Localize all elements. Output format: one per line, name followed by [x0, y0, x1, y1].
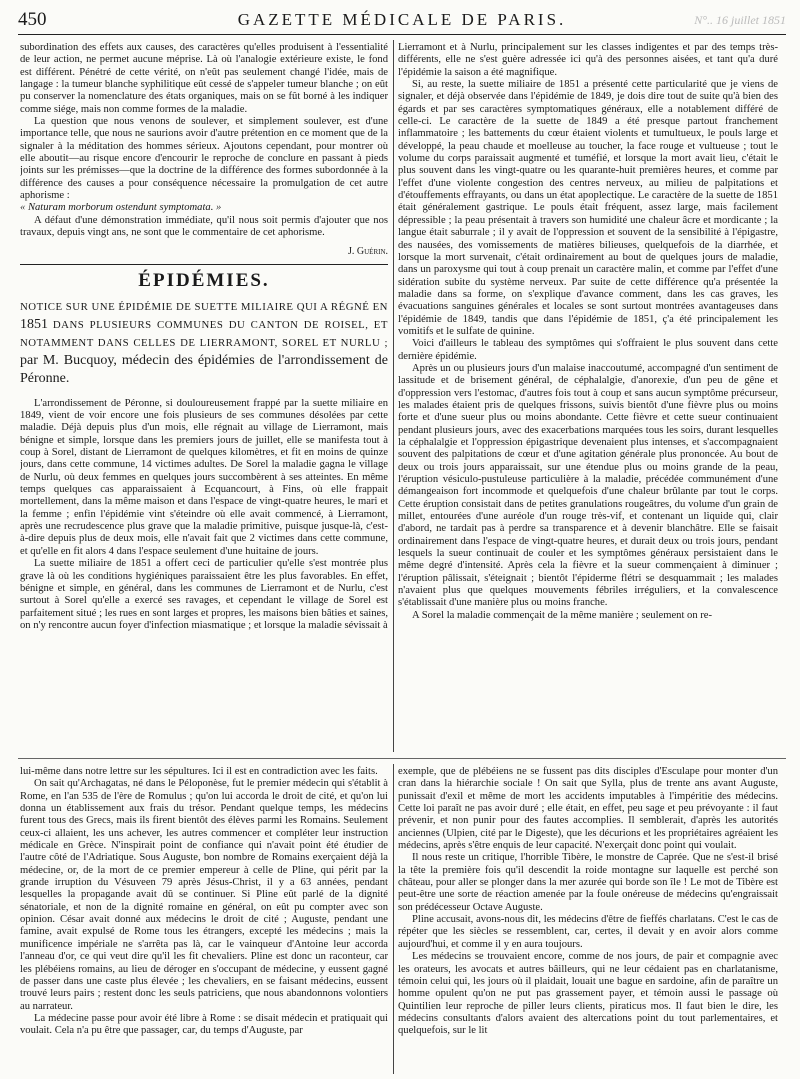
paragraph: Lierramont et à Nurlu, principalement sur les classes indigentes et par des temps très-différents, elle ne s'est guère adressée ici qu'à des personnes aisées, et tant qu'a duré l'épidémie la saison a été magnifique. — [398, 42, 778, 78]
journal-title: GAZETTE MÉDICALE DE PARIS. — [237, 10, 567, 29]
paragraph: On sait qu'Archagatas, né dans le Péloponèse, fut le premier médecin qui s'établit à Rome, en l'an 535 de l'ère de Romulus ; qu'on lui accorda le droit de cité, et qu'on lui donna un établissement aux frais du trésor. Pendant quelque temps, les médecins furent tous des Grecs, mais ils firent bientôt des élèves parmi les Romains. Seulement ceux-ci allaient, les uns achever, les autres commencer et compléter leur instruction médicale en Grèce. N'inspirait point de confiance qui n'avait point été étudier de l'autre côté de l'Adriatique. Sous Auguste, bon nombre de Romains exerçaient déjà la médecine, or, de la mort de ce premier empereur à celle de Pline, qui périt par la grande irruption du Vésuveen 79 après Jésus-Christ, il y a 63 années, pendant lesquelles la propagande avait dû se continuer. Si Pline eût parlé de la dignité sénatoriale, et non de la dignité romaine en général, on eût pu compter avec son opinion. César avait donné aux médecins le droit de cité ; Auguste, pendant une famine, avait expulsé de Rome tous les étrangers, excepté les médecins ; mais la munificence impériale ne s'arrêta pas là, car le vainqueur d'Antoine leur accorda l'anneau d'or, ce qui veut dire qu'il les fit chevaliers. Pline est donc un raconteur, car les plébéiens romains, au lieu de déroger en s'occupant de médecine, y eussent gagné de passer dans une caste plus élevée ; les chevaliers, en se faisant médecins, eussent trouvé leurs pairs ; restent donc les seuls patriciens, que nous abandonnons volontiers au narrateur. — [20, 778, 388, 1012]
bottom-left-column — [20, 766, 388, 1072]
paragraph: Voici d'ailleurs le tableau des symptômes qui s'offraient le plus souvent dans cette dernière épidémie. — [398, 338, 778, 362]
section-title: ÉPIDÉMIES. — [138, 270, 270, 292]
paragraph: A Sorel la maladie commençait de la même manière ; seulement on re- — [412, 609, 713, 621]
paragraph: Si, au reste, la suette miliaire de 1851 a présenté cette particularité que je viens de signaler, et déjà observée dans l'épidémie de 1849, je dois dire tout de suite qu'à bien des égards et par ses caractères symptomatiques généraux, elle a notablement différé de celle-ci. Le caractère de la suette de 1849 a été presque partout franchement inflammatoire ; les battements du cœur étaient violents et tumultueux, le pouls large et développé, la peau chaude et moelleuse au toucher, la face rouge et vultueuse ; tout le volume du corps paraissait augmenté et tuméfié, et lorsque la mort avait lieu, c'était le plus souvent dans les vingt-quatre ou les quarante-huit premières heures, et comme par l'effet d'une violente congestion des centres nerveux, au milieu de palpitations et d'étouffements effrayants, ou dans un état apoplectique. Le caractère de la suette de 1851 était généralement gastrique. Le pouls était fréquent, assez large, mais facilement dépressible ; la peau présentait à travers son humidité une chaleur âcre et mordicante ; la langue était saburrale ; il y avait de l'oppression et souvent de la sensibilité à l'épigastre, des nausées, des vomissements de matières bilieuses, quelquefois de la diarrhée, et lorsque la mort survenait, c'était ordinairement au bout de quelques jours de maladie, dans un paroxysme qui tout à coup prenait un caractère malin, et comme par l'effet d'une sidération subite du système nerveux. Par suite de cette différence qu'a présentée la maladie dans sa forme, on s'explique d'avance comment, dans les cas graves, les évacuations sanguines générales et locales se sont surtout montrées avantageuses dans l'épidémie de 1849, tandis que dans l'épidémie de 1851, ç'a été principalement les vomitifs et le sulfate de quinine. — [398, 79, 778, 337]
page-header — [18, 8, 786, 35]
paragraph: A défaut d'une démonstration immédiate, qu'il nous soit permis d'ajouter que nos travaux, depuis vingt ans, ne sont que le commentaire de cet aphorisme. — [20, 214, 388, 239]
paragraph: Après un ou plusieurs jours d'un malaise inaccoutumé, accompagné d'un sentiment de lassitude et de brisement général, de céphalalgie, d'anorexie, d'un peu de gêne et d'oppression vers l'estomac, d'autres fois tout à coup et sans aucun symptôme précurseur, les malades étaient pris de quelques frissons, suivis bientôt d'une fièvre plus ou moins forte et d'une sueur plus ou moins abondante. Cette fièvre et cette sueur continuaient pendant plusieurs jours, avec des exacerbations marquées tous les soirs, durant lesquelles la céphalalgie et l'oppression épigastrique devenaient plus intenses, et s'accompagnaient souvent des palpitations de cœur et d'une agitation générale plus prononcée. Au bout de deux ou trois jours apparaissait, sur une étendue plus ou moins grande de la peau, l'éruption vésiculo-pustuleuse particulière à la maladie, précédée communément d'une démangeaison fort incommode et quelquefois d'une chaleur brûlante par tout le corps. Cette éruption consistait dans de petites granulations rougeâtres, du volume d'un grain de millet, entourées d'une auréole d'un rouge très-vif, et contenant un liquide qui, clair d'abord, ne tardait pas à perdre sa transparence et à devenir blanchâtre. Elle se faisait ordinairement dans l'espace de vingt-quatre heures, et durait deux ou trois jours, pendant lesquels la sueur continuait de couler et les symptômes généraux persistaient dans le même degré d'intensité. Après cela la fièvre et la sueur commençaient à diminuer ; l'éruption pâlissait, s'éteignait ; bientôt l'épiderme flétri se desquammait ; les malades n'avaient plus que quelques mouvements fébriles irréguliers, et la convalescence s'établissait d'une manière plus ou moins franche. — [398, 362, 778, 609]
paragraph: L'arrondissement de Péronne, si douloureusement frappé par la suette miliaire en 1849, vient de voir encore une fois plusieurs de ses communes désolées par cette maladie. Déjà depuis plus d'un mois, elle régnait au village de Lierramont, mais bénigne et simple, lorsque dans les premiers jours de juillet, elle se manifesta tout à coup à Sorel, distant de Lierramont de quelques kilomètres, et fit en moins de quinze jours, dans cette commune, 14 victimes adultes. De Sorel la maladie gagna le village de Nurlu, où deux femmes en quelques jours succombèrent à ses atteintes. En même temps quelques cas apparaissaient à Ecquancourt, à Fins, où elle frappait mortellement, dans la même maison et dans l'espace de vingt-quatre heures, le mari et la femme ; enfin l'épidémie vint s'éteindre où elle avait commencé, à Lierramont, après une recrudescence plus grave que la maladie primitive, puisque jusque-là, c'est-à-dire depuis plus de deux mois, elle n'avait fait que 2 victimes dans cette commune, et qu'elle en fit alors 4 dans l'espace seulement d'une huitaine de jours. — [20, 397, 388, 557]
paragraph: lui-même dans notre lettre sur les sépultures. Ici il est en contradiction avec les faits. — [20, 766, 378, 777]
aphorism-quote: « Naturam morborum ostendunt symptomata. » — [20, 202, 222, 214]
page-number: 450 — [18, 9, 47, 30]
paragraph: exemple, que de plébéiens ne se fussent pas dits disciples d'Esculape pour monter d'un cran dans la hiérarchie sociale ! On sait que Sylla, plus de trente ans avant Auguste, punissait d'exil et même de mort les accidents imputables à l'impéritie des médecins. Cette loi paraît ne pas avoir duré ; elle était, en effet, peu sage et peu prévoyante : il faut prévenir, et non punir pour des fautes accomplies. Il semblerait, d'après les autorités anciennes (Ulpien, cité par le Digeste), que les décurions et les propriétaires agréaient les médecins, après s'être enquis de leur capacité. N'exerçait donc point qui voulait. — [398, 766, 778, 852]
signature: J. Guérin. — [348, 245, 388, 257]
faint-date: N°.. 16 juillet 1851 — [694, 13, 786, 27]
bottom-right-column — [398, 766, 778, 1072]
notice-title-part: DANS PLUSIEURS COMMUNES DU CANTON DE ROISEL, ET NOTAMMENT DANS CELLES DE LIERRAMONT, SOREL ET NURLU ; — [20, 318, 388, 349]
top-right-column — [398, 42, 778, 752]
notice-title-year: 1851 — [20, 316, 48, 332]
paragraph: Pline accusait, avons-nous dit, les médecins d'être de fieffés charlatans. C'est le cas de répéter que les siècles se ressemblent, car, certes, il devait y en avoir alors comme aujourd'hui, et comme il y en aura toujours. — [398, 914, 778, 950]
notice-title — [20, 298, 388, 388]
top-left-column — [20, 42, 388, 752]
feuilleton-separator — [18, 758, 786, 759]
paragraph: La médecine passe pour avoir été libre à Rome : se disait médecin et pratiquait qui voulait. Cela n'a pu être que passager, car, du temps d'Auguste, par — [20, 1012, 388, 1037]
paragraph: subordination des effets aux causes, des caractères qu'elles produisent à l'essentialité de leur action, ne permet aucune méprise. Là où l'analogie extérieure existe, le fond est différent. Pénétré de cette vérité, on n'eût pas seulement changé l'idée, mais de langage : la tumeur blanche syphilitique eût cessé de s'appeler tumeur blanche ; on eût pu conserver la nomenclature des états organiques, mais on se fût borné à les indiquer comme siége, mais non comme formes de la maladie. — [20, 42, 388, 115]
paragraph: La question que nous venons de soulever, et simplement soulever, est d'une importance telle, que nous ne saurions avoir d'autre prétention en ce moment que de la signaler à la méditation des hommes sérieux. Ajoutons cependant, pour montrer où elle aboutit—au risque encore d'encourir le reproche de conclure en passant à pieds joints sur les prémisses—que la doctrine de la différence des formes subordonnée à la différence des causes a pour conséquence nécessaire la promulgation de cet autre aphorisme : — [20, 116, 388, 202]
column-divider — [393, 40, 394, 752]
paragraph: Il nous reste un critique, l'horrible Tibère, le monstre de Caprée. Que ne s'est-il brisé la tête la première fois qu'il descendit la roide montagne sur laquelle est perché son château, pour aller se plonger dans la mer azurée qui borde son île ! Le mot de Tibère est peut-être une sorte de réaction amenée par la foule onéreuse de médecins qu'engraissait son prédécesseur Octave Auguste. — [398, 852, 778, 913]
notice-author: par M. Bucquoy, médecin des épidémies de l'arrondissement de Péronne. — [20, 352, 388, 386]
divider — [20, 264, 388, 266]
column-divider — [393, 764, 394, 1074]
paragraph: Les médecins se trouvaient encore, comme de nos jours, de pair et compagnie avec les orateurs, les avocats et autres bâilleurs, qui ne leur cédaient pas en charlatanisme, témoin celui qui, les jours où il plaidait, louait une bague en sardoine, afin de paraître un homme opulent qu'on ne put pas grassement payer, et témoin aussi le passage où Quintilien leur reproche de piller leurs clients, piraticus mos. Il faut bien le dire, les médecins consultants d'alors avaient des altercations point du tout parlementaires, et quelquefois, sur le lit — [398, 951, 778, 1037]
paragraph: La suette miliaire de 1851 a offert ceci de particulier qu'elle s'est montrée plus grave là où les conditions hygiéniques paraissaient être les plus favorables. En effet, bénigne et simple, en général, dans les communes de Lierramont et de Nurlu, c'est surtout à Sorel qu'elle a exercé ses ravages, et cependant le village de Sorel est parfaitement situé ; les rues en sont larges et propres, les maisons bien bâties et saines, on n'y rencontre aucun foyer d'infection miasmatique ; et lorsque la maladie sévissait à — [20, 558, 388, 631]
notice-title-part: NOTICE SUR UNE ÉPIDÉMIE DE SUETTE MILIAIRE QUI A RÉGNÉ EN — [20, 300, 388, 313]
